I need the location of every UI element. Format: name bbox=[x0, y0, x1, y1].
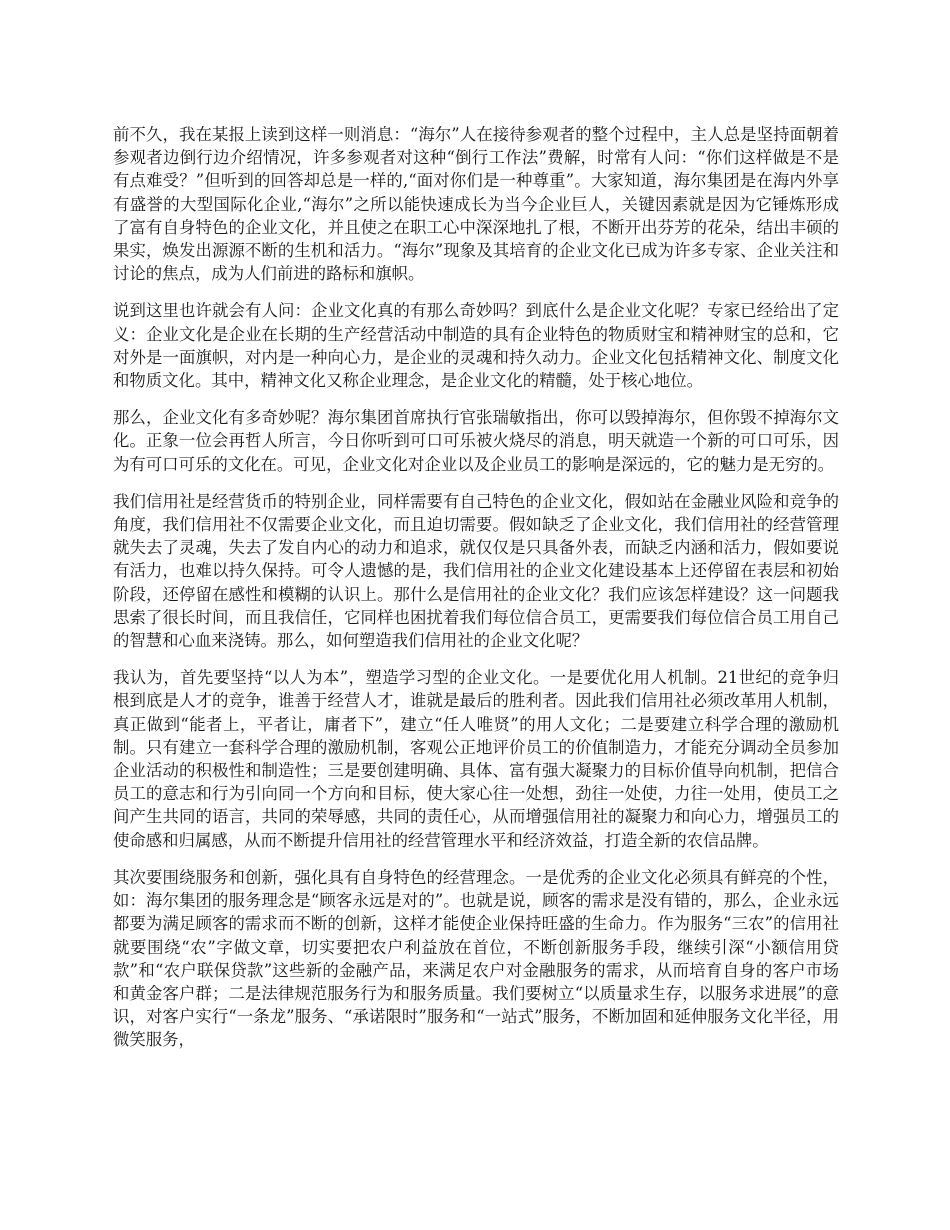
paragraph-6: 其次要围绕服务和创新，强化具有自身特色的经营理念。一是优秀的企业文化必须具有鲜亮的个性，如：海尔集团的服务理念是“顾客永远是对的”。也就是说，顾客的需求是没有错的，那么，企业永远都要为满足顾客的需求而不断的创新，这样才能使企业保持旺盛的生命力。作为服务“三农”的信用社就要围绕“农”字做文章，切实要把农户利益放在首位，不断创新服务手段，继续引深“小额信用贷款”和“农户联保贷款”这些新的金融产品，来满足农户对金融服务的需求，从而培育自身的客户市场和黄金客户群；二是法律规范服务行为和服务质量。我们要树立“以质量求生存，以服务求进展”的意识，对客户实行“一条龙”服务、“承诺限时”服务和“一站式”服务，不断加固和延伸服务文化半径，用微笑服务， bbox=[113, 867, 839, 1050]
paragraph-4: 我们信用社是经营货币的特别企业，同样需要有自己特色的企业文化，假如站在金融业风险和竞争的角度，我们信用社不仅需要企业文化，而且迫切需要。假如缺乏了企业文化，我们信用社的经营管理就失去了灵魂，失去了发自内心的动力和追求，就仅仅是只具备外表，而缺乏内涵和活力，假如要说有活力，也难以持久保持。可令人遗憾的是，我们信用社的企业文化建设基本上还停留在表层和初始阶段，还停留在感性和模糊的认识上。那什么是信用社的企业文化？我们应该怎样建设？这一问题我思索了很长时间，而且我信任，它同样也困扰着我们每位信合员工，更需要我们每位信合员工用自己的智慧和心血来浇铸。那么，如何塑造我们信用社的企业文化呢？ bbox=[113, 491, 839, 651]
paragraph-3: 那么，企业文化有多奇妙呢？海尔集团首席执行官张瑞敏指出，你可以毁掉海尔，但你毁不掉海尔文化。正象一位会再哲人所言，今日你听到可口可乐被火烧尽的消息，明天就造一个新的可口可乐，因为有可口可乐的文化在。可见，企业文化对企业以及企业员工的影响是深远的，它的魅力是无穷的。 bbox=[113, 408, 839, 474]
paragraph-2: 说到这里也许就会有人问：企业文化真的有那么奇妙吗？到底什么是企业文化呢？专家已经给出了定义：企业文化是企业在长期的生产经营活动中制造的具有企业特色的物质财宝和精神财宝的总和，它对外是一面旗帜，对内是一种向心力，是企业的灵魂和持久动力。企业文化包括精神文化、制度文化和物质文化。其中，精神文化又称企业理念，是企业文化的精髓，处于核心地位。 bbox=[113, 301, 839, 391]
paragraph-1: 前不久，我在某报上读到这样一则消息：“海尔”人在接待参观者的整个过程中，主人总是坚持面朝着参观者边倒行边介绍情况，许多参观者对这种“倒行工作法”费解，时常有人问：“你们这样做是不是有点难受？”但听到的回答却总是一样的,“面对你们是一种尊重”。大家知道，海尔集团是在海内外享有盛誉的大型国际化企业,“海尔”之所以能快速成长为当今企业巨人，关键因素就是因为它锤炼形成了富有自身特色的企业文化，并且使之在职工心中深深地扎了根，不断开出芬芳的花朵，结出丰硕的果实，焕发出源源不断的生机和活力。“海尔”现象及其培育的企业文化已成为许多专家、企业关注和讨论的焦点，成为人们前进的路标和旗帜。 bbox=[113, 125, 839, 284]
paragraph-5: 我认为，首先要坚持“以人为本”，塑造学习型的企业文化。一是要优化用人机制。21世纪的竞争归根到底是人才的竞争，谁善于经营人才，谁就是最后的胜利者。因此我们信用社必须改革用人机制，真正做到“能者上，平者让，庸者下”，建立“任人唯贤”的用人文化；二是要建立科学合理的激励机制。只有建立一套科学合理的激励机制，客观公正地评价员工的价值制造力，才能充分调动全员参加企业活动的积极性和制造性；三是要创建明确、具体、富有强大凝聚力的目标价值导向机制，把信合员工的意志和行为引向同一个方向和目标，使大家心往一处想，劲往一处使，力往一处用，使员工之间产生共同的语言，共同的荣辱感，共同的责任心，从而增强信用社的凝聚力和向心力，增强员工的使命感和归属感，从而不断提升信用社的经营管理水平和经济效益，打造全新的农信品牌。 bbox=[113, 668, 839, 850]
document-body bbox=[113, 123, 839, 1066]
